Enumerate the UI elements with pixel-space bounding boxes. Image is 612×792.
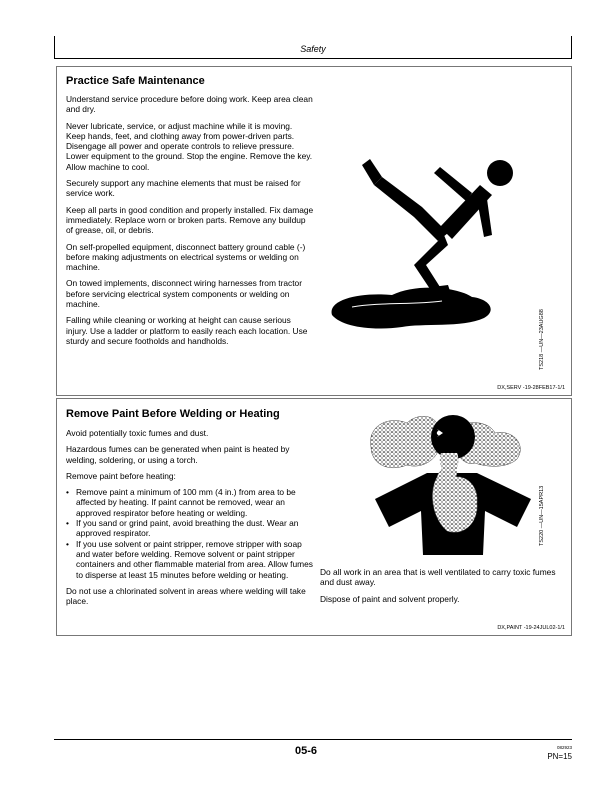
section-remove-paint (56, 398, 572, 636)
paragraph: Dispose of paint and solvent properly. (320, 593, 460, 604)
list-item: • If you use solvent or paint stripper, remove stripper with soap and water before welding. Remove solvent or paint stripper containers and other flammable material from area. Allow fumes to disperse at least 15 minutes before welding or heating. (66, 539, 314, 580)
footer-code: 082923 (556, 745, 572, 750)
page-number: 05-6 (294, 745, 318, 757)
paragraph: Avoid potentially toxic fumes and dust. (66, 428, 209, 438)
section-body (66, 428, 314, 612)
paragraph: Securely support any machine elements that must be raised for service work. (66, 178, 301, 199)
bullet-list (66, 487, 314, 580)
header-title: Safety (300, 44, 326, 54)
paragraph: Do not use a chlorinated solvent in areas where welding will take place. (66, 585, 306, 607)
section-safe-maintenance (56, 66, 572, 396)
paragraph: Keep all parts in good condition and properly installed. Fix damage immediately. Replace worn or broken parts. Remove any buildup of grease, oil, or debris. (66, 204, 314, 236)
reference-code: DX,SERV -19-28FEB17-1/1 (497, 385, 565, 391)
section-title: Practice Safe Maintenance (66, 75, 205, 87)
paragraph: Never lubricate, service, or adjust machine while it is moving. Keep hands, feet, and clothing away from power-driven parts. Disengage all power and operate controls to relieve pressure. Lower equipment to the ground. Stop the engine. Remove the key. Allow machine to cool. (66, 120, 313, 172)
section-title: Remove Paint Before Welding or Heating (66, 408, 280, 420)
toxic-fumes-warning-icon (367, 407, 537, 557)
image-code: TS218 —UN—23AUG88 (539, 309, 545, 370)
image-code: TS220 —UN—15APR13 (539, 485, 545, 546)
paragraph: On towed implements, disconnect wiring harnesses from tractor before servicing electrical system components or welding on machine. (66, 278, 302, 310)
paragraph: On self-propelled equipment, disconnect battery ground cable (-) before making adjustments on electrical systems or welding on machine. (66, 241, 306, 273)
list-item: • Remove paint a minimum of 100 mm (4 in.) from area to be affected by heating. If paint cannot be removed, wear an approved respirator before heating or welding. (66, 487, 314, 518)
footer-rule (54, 739, 572, 740)
slip-fall-warning-icon (322, 137, 527, 332)
list-item: • If you sand or grind paint, avoid breathing the dust. Wear an approved respirator. (66, 518, 314, 539)
reference-code: DX,PAINT -19-24JUL02-1/1 (497, 625, 565, 631)
header-rule (54, 58, 572, 59)
paragraph: Falling while cleaning or working at height can cause serious injury. Use a ladder or platform to easily reach each location. Use sturdy and secure footholds and handholds. (66, 315, 308, 346)
section-side-body (320, 567, 560, 610)
paragraph: Hazardous fumes can be generated when paint is heated by welding, soldering, or using a torch. (66, 444, 290, 465)
section-body (66, 94, 314, 352)
paragraph: Do all work in an area that is well ventilated to carry toxic fumes and dust away. (320, 567, 556, 588)
footer-pn: PN=15 (547, 752, 572, 761)
paragraph: Remove paint before heating: (66, 470, 176, 481)
paragraph: Understand service procedure before doing work. Keep area clean and dry. (66, 94, 313, 115)
